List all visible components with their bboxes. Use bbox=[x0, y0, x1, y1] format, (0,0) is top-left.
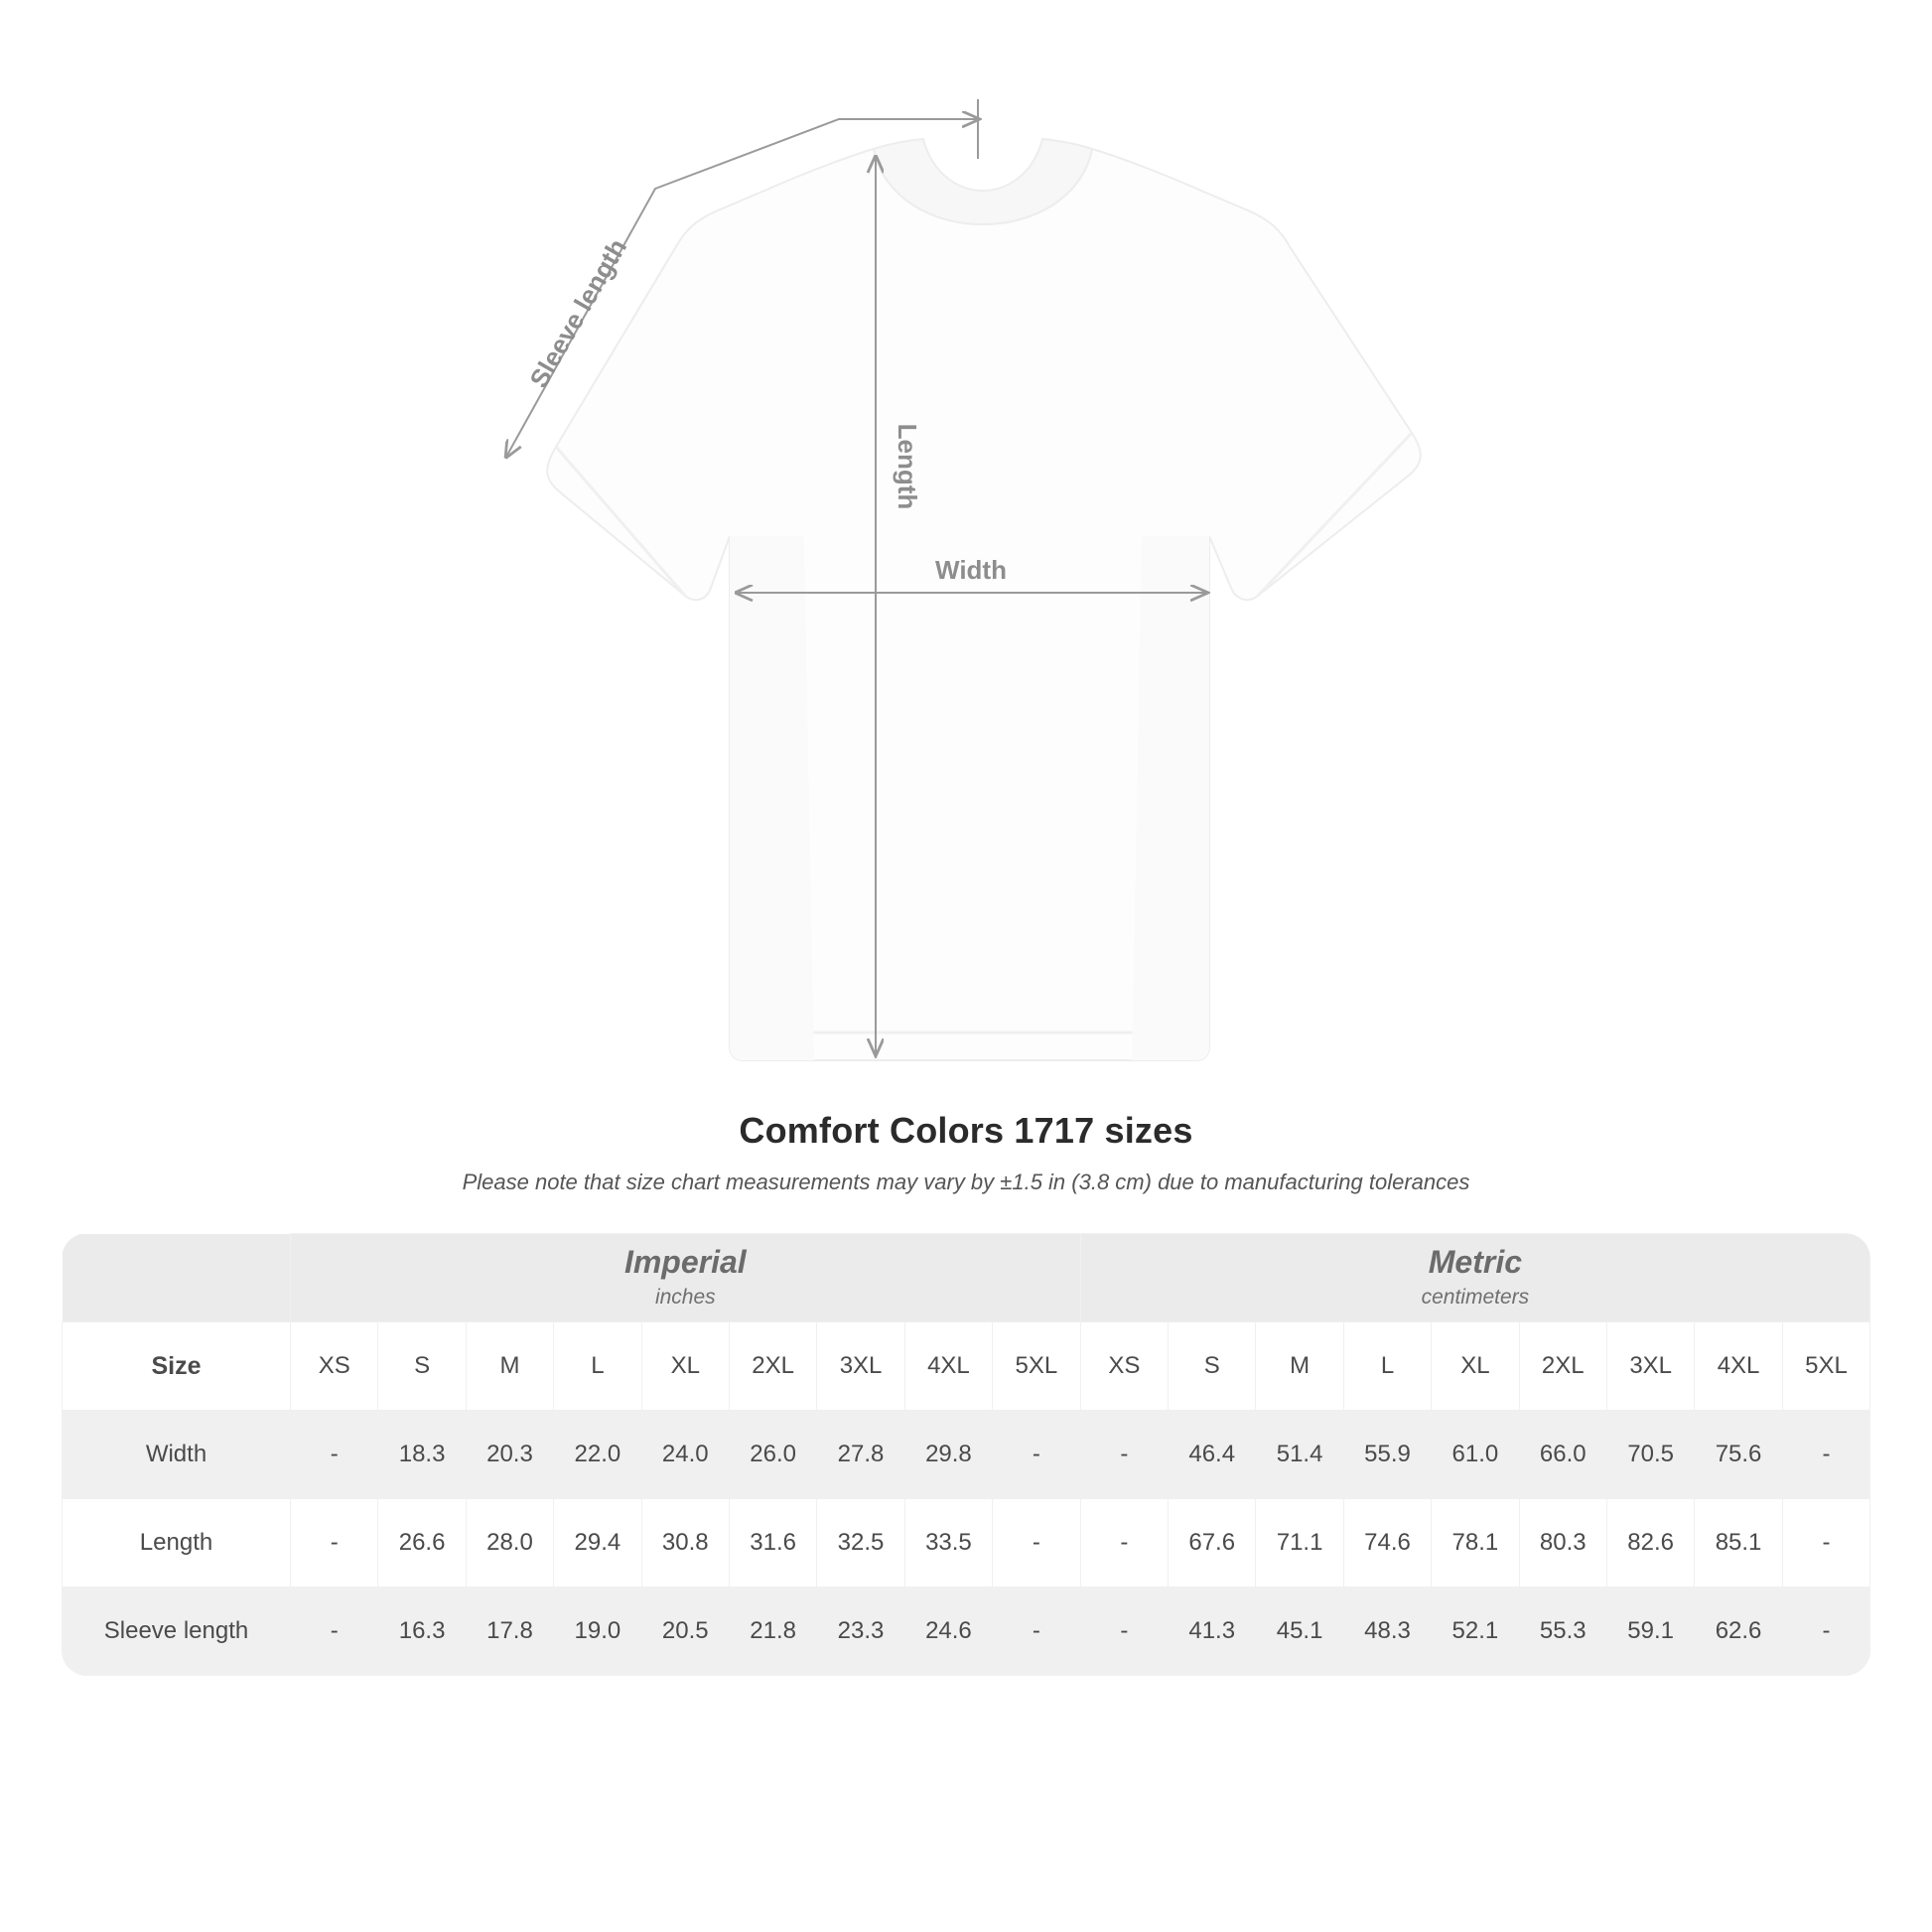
size-col-imp-0: XS bbox=[291, 1322, 378, 1411]
cell: 22.0 bbox=[554, 1411, 641, 1499]
sleeve-length-label: Sleeve length bbox=[523, 233, 633, 393]
cell: 17.8 bbox=[466, 1587, 553, 1676]
size-col-imp-2: M bbox=[466, 1322, 553, 1411]
length-label: Length bbox=[893, 423, 922, 510]
row-label-length: Length bbox=[63, 1499, 291, 1587]
table-corner bbox=[63, 1234, 291, 1322]
cell: 70.5 bbox=[1606, 1411, 1694, 1499]
cell: 51.4 bbox=[1256, 1411, 1343, 1499]
size-col-imp-4: XL bbox=[641, 1322, 729, 1411]
cell: 75.6 bbox=[1695, 1411, 1782, 1499]
cell: 21.8 bbox=[729, 1587, 816, 1676]
cell: - bbox=[291, 1499, 378, 1587]
size-header-row bbox=[63, 1322, 1870, 1411]
cell: 45.1 bbox=[1256, 1587, 1343, 1676]
cell: 23.3 bbox=[817, 1587, 904, 1676]
cell: - bbox=[291, 1411, 378, 1499]
cell: 29.4 bbox=[554, 1499, 641, 1587]
size-label-cell: Size bbox=[63, 1322, 291, 1411]
size-col-imp-6: 3XL bbox=[817, 1322, 904, 1411]
cell: 19.0 bbox=[554, 1587, 641, 1676]
cell: 24.0 bbox=[641, 1411, 729, 1499]
cell: 48.3 bbox=[1343, 1587, 1431, 1676]
size-col-met-5: 2XL bbox=[1519, 1322, 1606, 1411]
cell: 30.8 bbox=[641, 1499, 729, 1587]
cell: 80.3 bbox=[1519, 1499, 1606, 1587]
cell: 16.3 bbox=[378, 1587, 466, 1676]
size-col-met-0: XS bbox=[1080, 1322, 1168, 1411]
cell: - bbox=[1080, 1587, 1168, 1676]
cell: - bbox=[291, 1587, 378, 1676]
cell: 59.1 bbox=[1606, 1587, 1694, 1676]
row-label-width: Width bbox=[63, 1411, 291, 1499]
cell: 67.6 bbox=[1169, 1499, 1256, 1587]
title-block bbox=[0, 1110, 1932, 1195]
cell: 41.3 bbox=[1169, 1587, 1256, 1676]
cell: 62.6 bbox=[1695, 1587, 1782, 1676]
cell: 20.5 bbox=[641, 1587, 729, 1676]
size-col-met-4: XL bbox=[1432, 1322, 1519, 1411]
unit-imperial-sub: inches bbox=[654, 1286, 716, 1310]
size-col-met-3: L bbox=[1343, 1322, 1431, 1411]
cell: - bbox=[993, 1499, 1081, 1587]
size-col-met-1: S bbox=[1169, 1322, 1256, 1411]
cell: - bbox=[1782, 1499, 1869, 1587]
cell: 28.0 bbox=[466, 1499, 553, 1587]
size-col-imp-7: 4XL bbox=[904, 1322, 992, 1411]
size-col-imp-1: S bbox=[378, 1322, 466, 1411]
unit-metric bbox=[1080, 1234, 1870, 1322]
cell: 52.1 bbox=[1432, 1587, 1519, 1676]
cell: - bbox=[1782, 1411, 1869, 1499]
tolerance-note: Please note that size chart measurements may vary by ±1.5 in (3.8 cm) due to manufacturing tolerances bbox=[462, 1170, 1470, 1194]
size-col-imp-5: 2XL bbox=[729, 1322, 816, 1411]
table-row bbox=[63, 1587, 1870, 1676]
cell: 27.8 bbox=[817, 1411, 904, 1499]
cell: 32.5 bbox=[817, 1499, 904, 1587]
width-label: Width bbox=[935, 555, 1007, 585]
size-col-met-2: M bbox=[1256, 1322, 1343, 1411]
cell: 26.0 bbox=[729, 1411, 816, 1499]
cell: 78.1 bbox=[1432, 1499, 1519, 1587]
unit-imperial bbox=[291, 1234, 1081, 1322]
cell: 82.6 bbox=[1606, 1499, 1694, 1587]
cell: 71.1 bbox=[1256, 1499, 1343, 1587]
cell: 55.9 bbox=[1343, 1411, 1431, 1499]
size-col-met-6: 3XL bbox=[1606, 1322, 1694, 1411]
size-table-wrapper bbox=[62, 1233, 1870, 1676]
cell: 24.6 bbox=[904, 1587, 992, 1676]
cell: 55.3 bbox=[1519, 1587, 1606, 1676]
cell: 33.5 bbox=[904, 1499, 992, 1587]
cell: - bbox=[1080, 1411, 1168, 1499]
size-col-met-8: 5XL bbox=[1782, 1322, 1869, 1411]
page-title: Comfort Colors 1717 sizes bbox=[739, 1110, 1193, 1151]
size-col-imp-3: L bbox=[554, 1322, 641, 1411]
cell: 26.6 bbox=[378, 1499, 466, 1587]
size-col-met-7: 4XL bbox=[1695, 1322, 1782, 1411]
unit-metric-name: Metric bbox=[1428, 1244, 1522, 1281]
cell: - bbox=[993, 1411, 1081, 1499]
cell: 85.1 bbox=[1695, 1499, 1782, 1587]
cell: 20.3 bbox=[466, 1411, 553, 1499]
cell: - bbox=[1782, 1587, 1869, 1676]
unit-metric-sub: centimeters bbox=[1421, 1286, 1530, 1310]
cell: 29.8 bbox=[904, 1411, 992, 1499]
unit-imperial-name: Imperial bbox=[623, 1244, 747, 1281]
row-label-sleeve-length: Sleeve length bbox=[63, 1587, 291, 1676]
cell: 74.6 bbox=[1343, 1499, 1431, 1587]
cell: 18.3 bbox=[378, 1411, 466, 1499]
size-table bbox=[62, 1233, 1870, 1676]
unit-header-row bbox=[63, 1234, 1870, 1322]
size-col-imp-8: 5XL bbox=[993, 1322, 1081, 1411]
cell: 46.4 bbox=[1169, 1411, 1256, 1499]
cell: - bbox=[1080, 1499, 1168, 1587]
cell: 31.6 bbox=[729, 1499, 816, 1587]
cell: - bbox=[993, 1587, 1081, 1676]
cell: 61.0 bbox=[1432, 1411, 1519, 1499]
table-row bbox=[63, 1499, 1870, 1587]
tshirt-shape bbox=[547, 139, 1421, 1060]
table-row bbox=[63, 1411, 1870, 1499]
cell: 66.0 bbox=[1519, 1411, 1606, 1499]
